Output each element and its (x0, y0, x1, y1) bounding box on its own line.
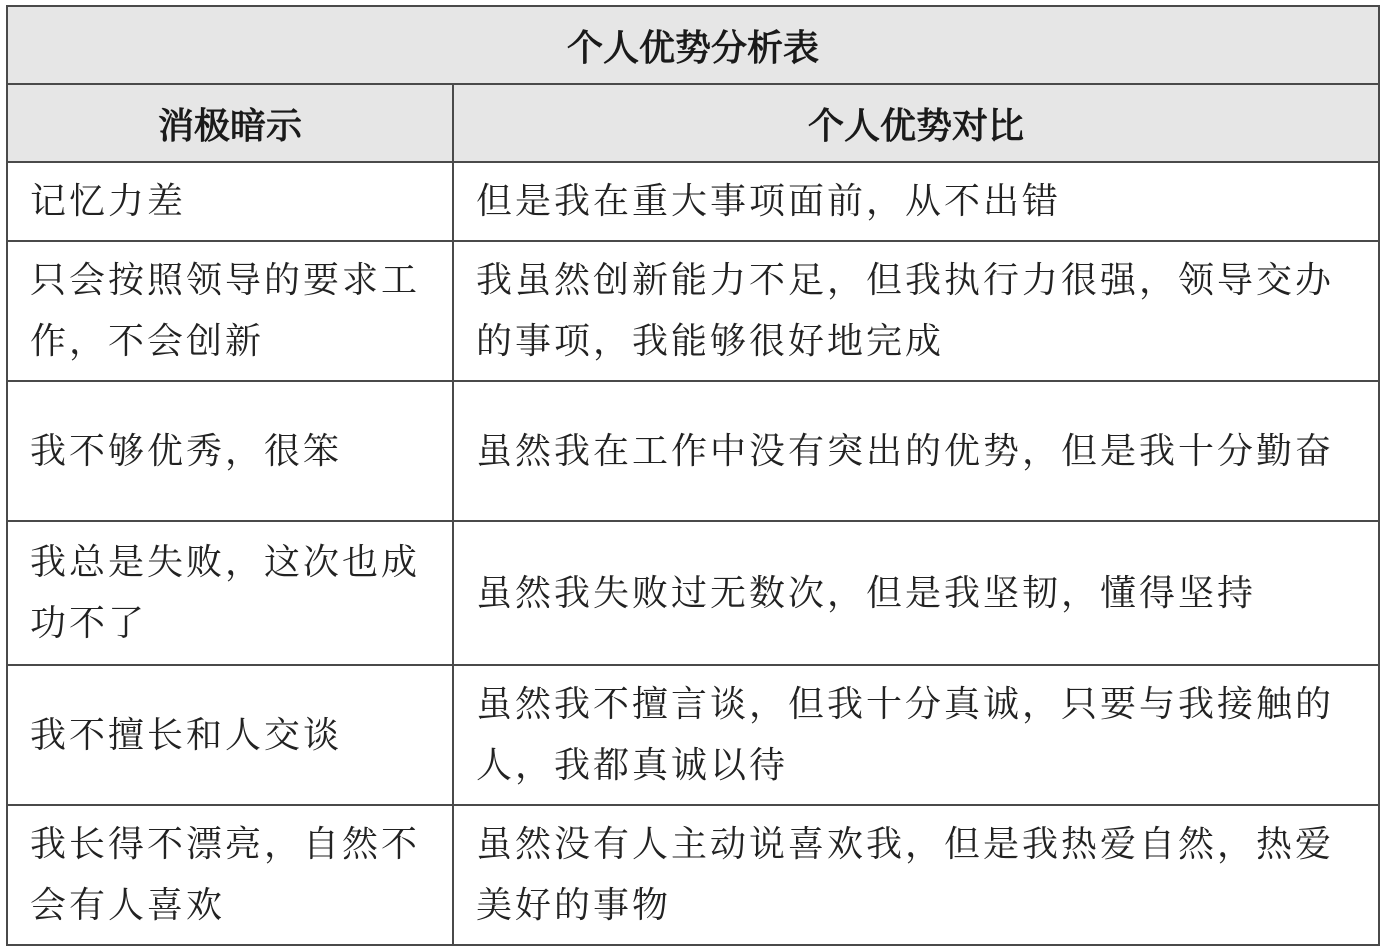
table-header-row (7, 84, 1379, 162)
negative-cell: 我长得不漂亮，自然不会有人喜欢 (7, 805, 453, 945)
negative-cell: 我不够优秀，很笨 (7, 381, 453, 521)
table-row (7, 381, 1379, 521)
negative-cell: 我不擅长和人交谈 (7, 665, 453, 805)
column-header-negative: 消极暗示 (7, 84, 453, 162)
table-row (7, 162, 1379, 241)
table-row (7, 665, 1379, 805)
advantage-cell: 但是我在重大事项面前，从不出错 (453, 162, 1379, 241)
table-title-row (7, 6, 1379, 84)
table-row (7, 805, 1379, 945)
advantage-cell: 我虽然创新能力不足，但我执行力很强，领导交办的事项，我能够很好地完成 (453, 241, 1379, 381)
advantage-cell: 虽然我失败过无数次，但是我坚韧，懂得坚持 (453, 521, 1379, 665)
negative-cell: 记忆力差 (7, 162, 453, 241)
negative-cell: 我总是失败，这次也成功不了 (7, 521, 453, 665)
column-header-advantage: 个人优势对比 (453, 84, 1379, 162)
table-row (7, 241, 1379, 381)
advantage-cell: 虽然我不擅言谈，但我十分真诚，只要与我接触的人，我都真诚以待 (453, 665, 1379, 805)
advantage-cell: 虽然我在工作中没有突出的优势，但是我十分勤奋 (453, 381, 1379, 521)
analysis-table-container (6, 5, 1378, 946)
negative-cell: 只会按照领导的要求工作，不会创新 (7, 241, 453, 381)
table-row (7, 521, 1379, 665)
personal-advantage-table (6, 5, 1380, 946)
table-title: 个人优势分析表 (7, 6, 1379, 84)
advantage-cell: 虽然没有人主动说喜欢我，但是我热爱自然，热爱美好的事物 (453, 805, 1379, 945)
